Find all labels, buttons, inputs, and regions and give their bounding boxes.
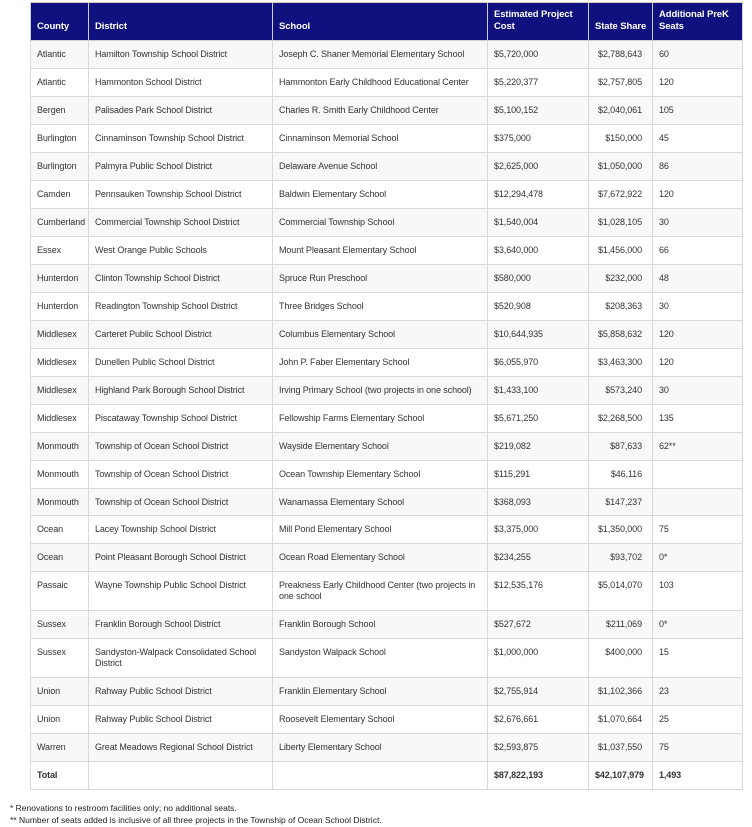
- cell-school: Ocean Road Elementary School: [273, 544, 488, 572]
- cell-district: Hammonton School District: [89, 68, 273, 96]
- cell-prek-seats: 23: [653, 678, 743, 706]
- total-state-share: $42,107,979: [589, 762, 653, 790]
- table-row: [31, 292, 743, 320]
- cell-prek-seats: 120: [653, 320, 743, 348]
- cell-state-share: $400,000: [589, 639, 653, 678]
- cell-state-share: $208,363: [589, 292, 653, 320]
- cell-school: Irving Primary School (two projects in one school): [273, 376, 488, 404]
- cell-school: Franklin Elementary School: [273, 678, 488, 706]
- table-row: [31, 404, 743, 432]
- cell-county: Warren: [31, 734, 89, 762]
- cell-state-share: $211,069: [589, 611, 653, 639]
- table-header: [31, 3, 743, 41]
- cell-estimated-cost: $2,593,875: [488, 734, 589, 762]
- total-district-empty: [89, 762, 273, 790]
- cell-district: Palmyra Public School District: [89, 152, 273, 180]
- total-label: Total: [31, 762, 89, 790]
- cell-estimated-cost: $12,535,176: [488, 572, 589, 611]
- cell-state-share: $1,070,664: [589, 706, 653, 734]
- cell-school: Fellowship Farms Elementary School: [273, 404, 488, 432]
- cell-county: Middlesex: [31, 404, 89, 432]
- cell-state-share: $7,672,922: [589, 180, 653, 208]
- table-row: [31, 572, 743, 611]
- cell-prek-seats: 105: [653, 96, 743, 124]
- table-row: [31, 611, 743, 639]
- cell-prek-seats: 45: [653, 124, 743, 152]
- cell-district: Wayne Township Public School District: [89, 572, 273, 611]
- column-header-estimated-cost: Estimated Project Cost: [488, 3, 589, 41]
- cell-school: Commercial Township School: [273, 208, 488, 236]
- cell-estimated-cost: $520,908: [488, 292, 589, 320]
- cell-prek-seats: 120: [653, 348, 743, 376]
- cell-prek-seats: 0*: [653, 544, 743, 572]
- cell-school: Wayside Elementary School: [273, 432, 488, 460]
- cell-state-share: $147,237: [589, 488, 653, 516]
- cell-prek-seats: 25: [653, 706, 743, 734]
- total-prek-seats: 1,493: [653, 762, 743, 790]
- footnote-double-asterisk: ** Number of seats added is inclusive of all three projects in the Township of Ocean School District.: [10, 815, 382, 826]
- cell-district: Hamilton Township School District: [89, 41, 273, 69]
- cell-state-share: $1,050,000: [589, 152, 653, 180]
- cell-prek-seats: 30: [653, 376, 743, 404]
- cell-school: Cinnaminson Memorial School: [273, 124, 488, 152]
- cell-county: Middlesex: [31, 348, 89, 376]
- cell-school: Columbus Elementary School: [273, 320, 488, 348]
- column-header-district: District: [89, 3, 273, 41]
- cell-state-share: $2,268,500: [589, 404, 653, 432]
- cell-prek-seats: 75: [653, 734, 743, 762]
- cell-state-share: $1,102,366: [589, 678, 653, 706]
- cell-prek-seats: 30: [653, 208, 743, 236]
- cell-school: Spruce Run Preschool: [273, 264, 488, 292]
- cell-school: Baldwin Elementary School: [273, 180, 488, 208]
- cell-estimated-cost: $527,672: [488, 611, 589, 639]
- cell-district: West Orange Public Schools: [89, 236, 273, 264]
- table-row: [31, 639, 743, 678]
- column-header-prek-seats: Additional PreK Seats: [653, 3, 743, 41]
- cell-prek-seats: 30: [653, 292, 743, 320]
- cell-district: Township of Ocean School District: [89, 432, 273, 460]
- cell-county: Ocean: [31, 516, 89, 544]
- cell-county: Middlesex: [31, 320, 89, 348]
- cell-county: Hunterdon: [31, 292, 89, 320]
- cell-estimated-cost: $5,220,377: [488, 68, 589, 96]
- cell-estimated-cost: $5,100,152: [488, 96, 589, 124]
- cell-county: Sussex: [31, 611, 89, 639]
- cell-county: Atlantic: [31, 41, 89, 69]
- column-header-state-share: State Share: [589, 3, 653, 41]
- cell-county: Cumberland: [31, 208, 89, 236]
- cell-school: Ocean Township Elementary School: [273, 460, 488, 488]
- footnote-single-asterisk: * Renovations to restroom facilities only; no additional seats.: [10, 803, 237, 814]
- cell-state-share: $1,037,550: [589, 734, 653, 762]
- table-row: [31, 376, 743, 404]
- cell-estimated-cost: $115,291: [488, 460, 589, 488]
- cell-county: Hunterdon: [31, 264, 89, 292]
- cell-county: Atlantic: [31, 68, 89, 96]
- table-row: [31, 348, 743, 376]
- cell-prek-seats: 60: [653, 41, 743, 69]
- cell-estimated-cost: $3,640,000: [488, 236, 589, 264]
- cell-county: Passaic: [31, 572, 89, 611]
- header-row: [31, 3, 743, 41]
- cell-district: Palisades Park School District: [89, 96, 273, 124]
- cell-school: Wanamassa Elementary School: [273, 488, 488, 516]
- cell-prek-seats: 62**: [653, 432, 743, 460]
- cell-district: Township of Ocean School District: [89, 460, 273, 488]
- total-estimated-cost: $87,822,193: [488, 762, 589, 790]
- cell-county: Essex: [31, 236, 89, 264]
- cell-school: John P. Faber Elementary School: [273, 348, 488, 376]
- footnotes: [10, 803, 752, 827]
- cell-prek-seats: 0*: [653, 611, 743, 639]
- cell-estimated-cost: $2,676,661: [488, 706, 589, 734]
- table-footer: [31, 762, 743, 790]
- table-row: [31, 236, 743, 264]
- cell-estimated-cost: $1,433,100: [488, 376, 589, 404]
- prek-projects-table: [30, 2, 743, 790]
- table-row: [31, 264, 743, 292]
- table-row: [31, 208, 743, 236]
- cell-prek-seats: 66: [653, 236, 743, 264]
- cell-estimated-cost: $10,644,935: [488, 320, 589, 348]
- table-row: [31, 734, 743, 762]
- cell-district: Franklin Borough School District: [89, 611, 273, 639]
- cell-state-share: $232,000: [589, 264, 653, 292]
- cell-school: Three Bridges School: [273, 292, 488, 320]
- cell-estimated-cost: $1,000,000: [488, 639, 589, 678]
- cell-estimated-cost: $2,755,914: [488, 678, 589, 706]
- cell-state-share: $93,702: [589, 544, 653, 572]
- cell-estimated-cost: $1,540,004: [488, 208, 589, 236]
- cell-county: Sussex: [31, 639, 89, 678]
- cell-district: Sandyston-Walpack Consolidated School District: [89, 639, 273, 678]
- cell-county: Union: [31, 706, 89, 734]
- column-header-county: County: [31, 3, 89, 41]
- table-row: [31, 68, 743, 96]
- cell-district: Highland Park Borough School District: [89, 376, 273, 404]
- table-row: [31, 488, 743, 516]
- cell-county: Bergen: [31, 96, 89, 124]
- cell-estimated-cost: $3,375,000: [488, 516, 589, 544]
- table-row: [31, 96, 743, 124]
- table-row: [31, 152, 743, 180]
- cell-district: Great Meadows Regional School District: [89, 734, 273, 762]
- cell-county: Burlington: [31, 152, 89, 180]
- cell-prek-seats: 120: [653, 180, 743, 208]
- cell-prek-seats: 48: [653, 264, 743, 292]
- cell-district: Rahway Public School District: [89, 706, 273, 734]
- cell-state-share: $87,633: [589, 432, 653, 460]
- cell-school: Sandyston Walpack School: [273, 639, 488, 678]
- table-row: [31, 460, 743, 488]
- cell-district: Lacey Township School District: [89, 516, 273, 544]
- cell-school: Roosevelt Elementary School: [273, 706, 488, 734]
- cell-district: Piscataway Township School District: [89, 404, 273, 432]
- table-row: [31, 41, 743, 69]
- cell-district: Readington Township School District: [89, 292, 273, 320]
- cell-school: Preakness Early Childhood Center (two projects in one school: [273, 572, 488, 611]
- cell-state-share: $1,350,000: [589, 516, 653, 544]
- cell-state-share: $5,858,632: [589, 320, 653, 348]
- cell-county: Middlesex: [31, 376, 89, 404]
- cell-state-share: $5,014,070: [589, 572, 653, 611]
- cell-school: Franklin Borough School: [273, 611, 488, 639]
- total-school-empty: [273, 762, 488, 790]
- cell-prek-seats: 135: [653, 404, 743, 432]
- cell-school: Delaware Avenue School: [273, 152, 488, 180]
- table-row: [31, 544, 743, 572]
- cell-state-share: $2,788,643: [589, 41, 653, 69]
- cell-state-share: $46,116: [589, 460, 653, 488]
- cell-district: Township of Ocean School District: [89, 488, 273, 516]
- cell-state-share: $150,000: [589, 124, 653, 152]
- cell-estimated-cost: $5,671,250: [488, 404, 589, 432]
- cell-prek-seats: 86: [653, 152, 743, 180]
- cell-estimated-cost: $219,082: [488, 432, 589, 460]
- cell-estimated-cost: $375,000: [488, 124, 589, 152]
- cell-county: Monmouth: [31, 488, 89, 516]
- cell-state-share: $1,456,000: [589, 236, 653, 264]
- cell-county: Union: [31, 678, 89, 706]
- cell-prek-seats: 15: [653, 639, 743, 678]
- cell-prek-seats: [653, 460, 743, 488]
- cell-prek-seats: [653, 488, 743, 516]
- cell-school: Hammonton Early Childhood Educational Center: [273, 68, 488, 96]
- cell-school: Liberty Elementary School: [273, 734, 488, 762]
- cell-prek-seats: 103: [653, 572, 743, 611]
- cell-district: Cinnaminson Township School District: [89, 124, 273, 152]
- total-row: [31, 762, 743, 790]
- cell-school: Charles R. Smith Early Childhood Center: [273, 96, 488, 124]
- cell-county: Ocean: [31, 544, 89, 572]
- cell-prek-seats: 75: [653, 516, 743, 544]
- cell-estimated-cost: $234,255: [488, 544, 589, 572]
- cell-county: Camden: [31, 180, 89, 208]
- table-row: [31, 124, 743, 152]
- cell-state-share: $1,028,105: [589, 208, 653, 236]
- cell-estimated-cost: $6,055,970: [488, 348, 589, 376]
- cell-school: Joseph C. Shaner Memorial Elementary School: [273, 41, 488, 69]
- cell-district: Rahway Public School District: [89, 678, 273, 706]
- cell-district: Point Pleasant Borough School District: [89, 544, 273, 572]
- cell-school: Mill Pond Elementary School: [273, 516, 488, 544]
- cell-estimated-cost: $368,093: [488, 488, 589, 516]
- table-row: [31, 432, 743, 460]
- table-row: [31, 320, 743, 348]
- table-row: [31, 180, 743, 208]
- cell-district: Commercial Township School District: [89, 208, 273, 236]
- cell-estimated-cost: $5,720,000: [488, 41, 589, 69]
- cell-prek-seats: 120: [653, 68, 743, 96]
- cell-estimated-cost: $580,000: [488, 264, 589, 292]
- table-row: [31, 516, 743, 544]
- cell-state-share: $3,463,300: [589, 348, 653, 376]
- cell-estimated-cost: $2,625,000: [488, 152, 589, 180]
- cell-state-share: $2,040,061: [589, 96, 653, 124]
- table-body: [31, 41, 743, 762]
- cell-county: Burlington: [31, 124, 89, 152]
- cell-school: Mount Pleasant Elementary School: [273, 236, 488, 264]
- cell-state-share: $2,757,805: [589, 68, 653, 96]
- cell-state-share: $573,240: [589, 376, 653, 404]
- cell-district: Pennsauken Township School District: [89, 180, 273, 208]
- cell-county: Monmouth: [31, 432, 89, 460]
- cell-estimated-cost: $12,294,478: [488, 180, 589, 208]
- cell-district: Carteret Public School District: [89, 320, 273, 348]
- column-header-school: School: [273, 3, 488, 41]
- cell-district: Dunellen Public School District: [89, 348, 273, 376]
- cell-county: Monmouth: [31, 460, 89, 488]
- table-row: [31, 678, 743, 706]
- cell-district: Clinton Township School District: [89, 264, 273, 292]
- table-row: [31, 706, 743, 734]
- page: [0, 2, 752, 826]
